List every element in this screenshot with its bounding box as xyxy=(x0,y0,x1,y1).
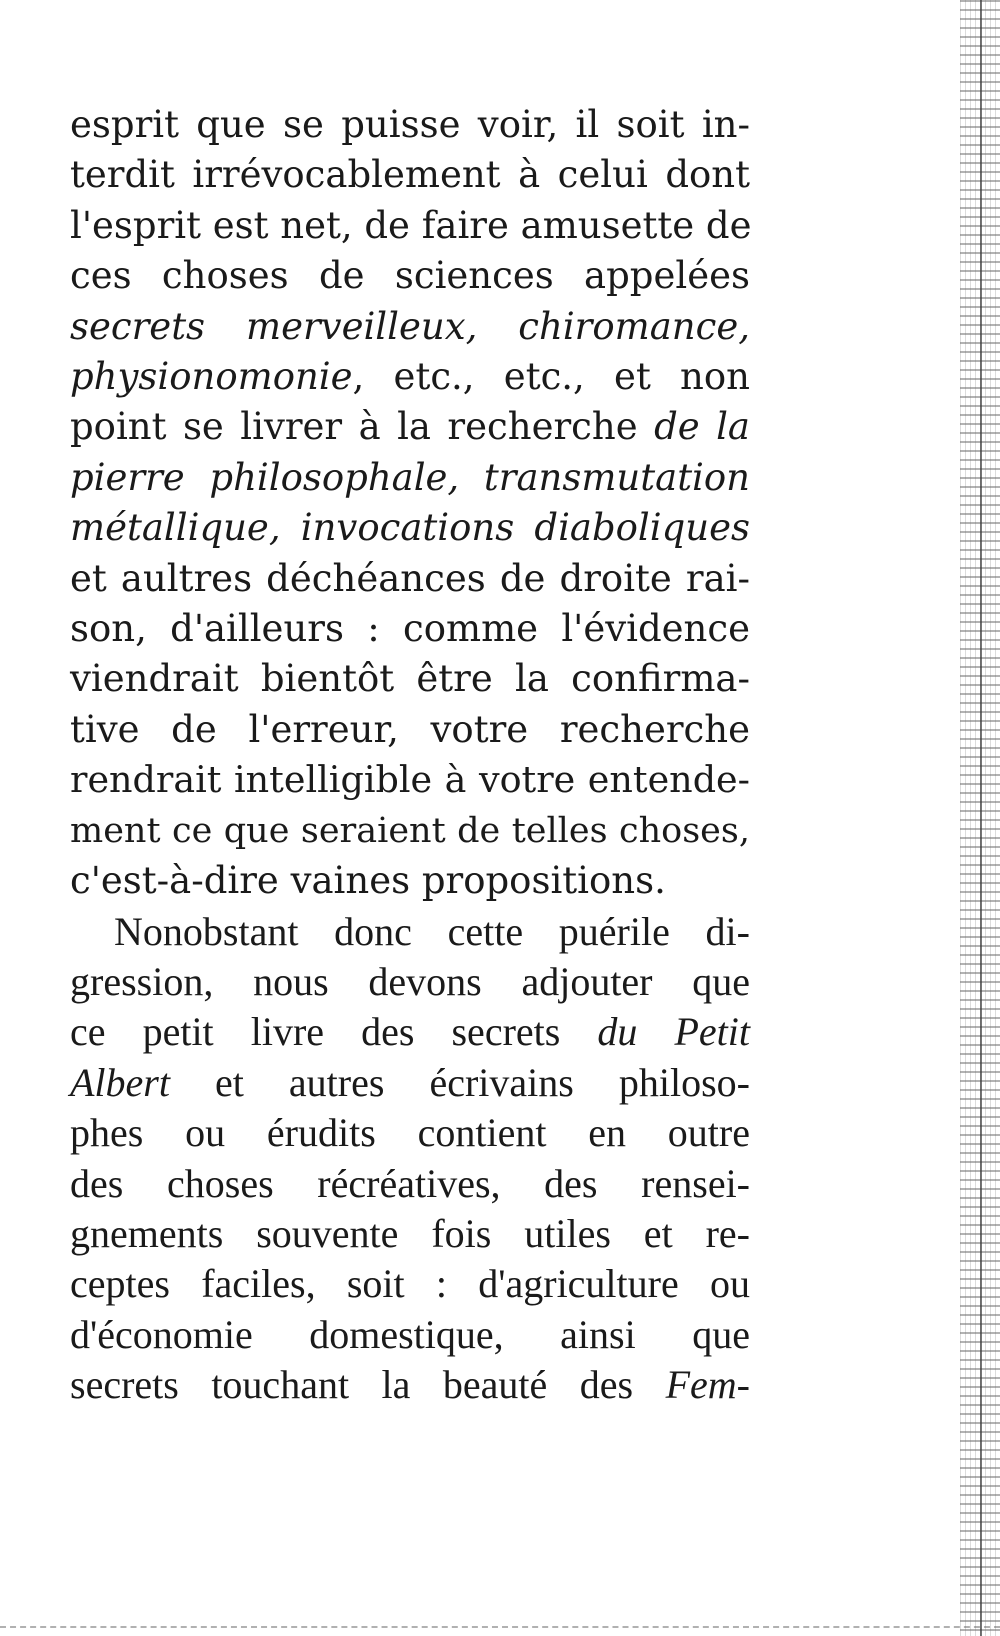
text-line: rendrait intelligible à votre entende- xyxy=(70,758,750,802)
text-line: phes ou érudits contient en outre xyxy=(70,1110,750,1156)
text-line: c'est-à-dire vaines propositions. xyxy=(70,859,666,903)
roman-text: , etc., etc., et non xyxy=(352,355,750,399)
text-line xyxy=(70,302,750,352)
text-line: ceptes faciles, soit : d'agriculture ou xyxy=(70,1261,750,1307)
text-line: des choses récréatives, des rensei- xyxy=(70,1160,750,1206)
roman-text: point se livrer à la recherche xyxy=(70,405,655,449)
bottom-edge xyxy=(0,1626,1000,1628)
italic-text: métallique, invocations diaboliques xyxy=(70,506,750,550)
text-line xyxy=(70,1360,750,1410)
roman-text: et autres écrivains philoso- xyxy=(169,1059,750,1105)
text-line: d'économie domestique, ainsi que xyxy=(70,1311,750,1357)
body-text xyxy=(70,100,750,1411)
text-line xyxy=(70,1058,750,1108)
text-line: terdit irrévocablement à celui dont xyxy=(70,153,750,197)
text-line: et aultres déchéances de droite rai- xyxy=(70,556,750,600)
text-line: tive de l'erreur, votre recherche xyxy=(70,707,750,751)
italic-text: pierre philosophale, transmutation xyxy=(70,455,750,499)
text-line xyxy=(70,352,750,402)
roman-text: secrets touchant la beauté des xyxy=(70,1362,666,1408)
text-line: gression, nous devons adjouter que xyxy=(70,958,750,1004)
text-line xyxy=(70,1007,750,1057)
text-line: son, d'ailleurs : comme l'évidence xyxy=(70,607,750,651)
italic-text: secrets merveilleux, chiromance, xyxy=(70,304,750,348)
text-line: ment ce que seraient de telles choses, xyxy=(70,810,750,851)
text-line: viendrait bientôt être la confirma- xyxy=(70,657,750,701)
text-line: esprit que se puisse voir, il soit in- xyxy=(70,103,750,146)
italic-text: physionomonie xyxy=(70,355,353,399)
italic-text: Albert xyxy=(70,1059,170,1105)
text-line: Nonobstant donc cette puérile di- xyxy=(114,908,750,954)
roman-text: ce petit livre des secrets xyxy=(70,1009,598,1055)
text-line xyxy=(70,453,750,503)
page-edge-line xyxy=(980,0,982,1636)
text-line xyxy=(70,402,750,452)
text-line: l'esprit est net, de faire amusette de xyxy=(70,203,752,247)
text-line: gnements souvente fois utiles et re- xyxy=(70,1210,750,1256)
text-line xyxy=(70,503,750,553)
paragraph-1 xyxy=(70,100,750,907)
italic-text: Fem- xyxy=(665,1362,750,1408)
paragraph-2 xyxy=(70,907,750,1411)
italic-text: de la xyxy=(654,405,750,449)
italic-text: du Petit xyxy=(597,1009,750,1055)
text-line: ces choses de sciences appelées xyxy=(70,254,750,298)
